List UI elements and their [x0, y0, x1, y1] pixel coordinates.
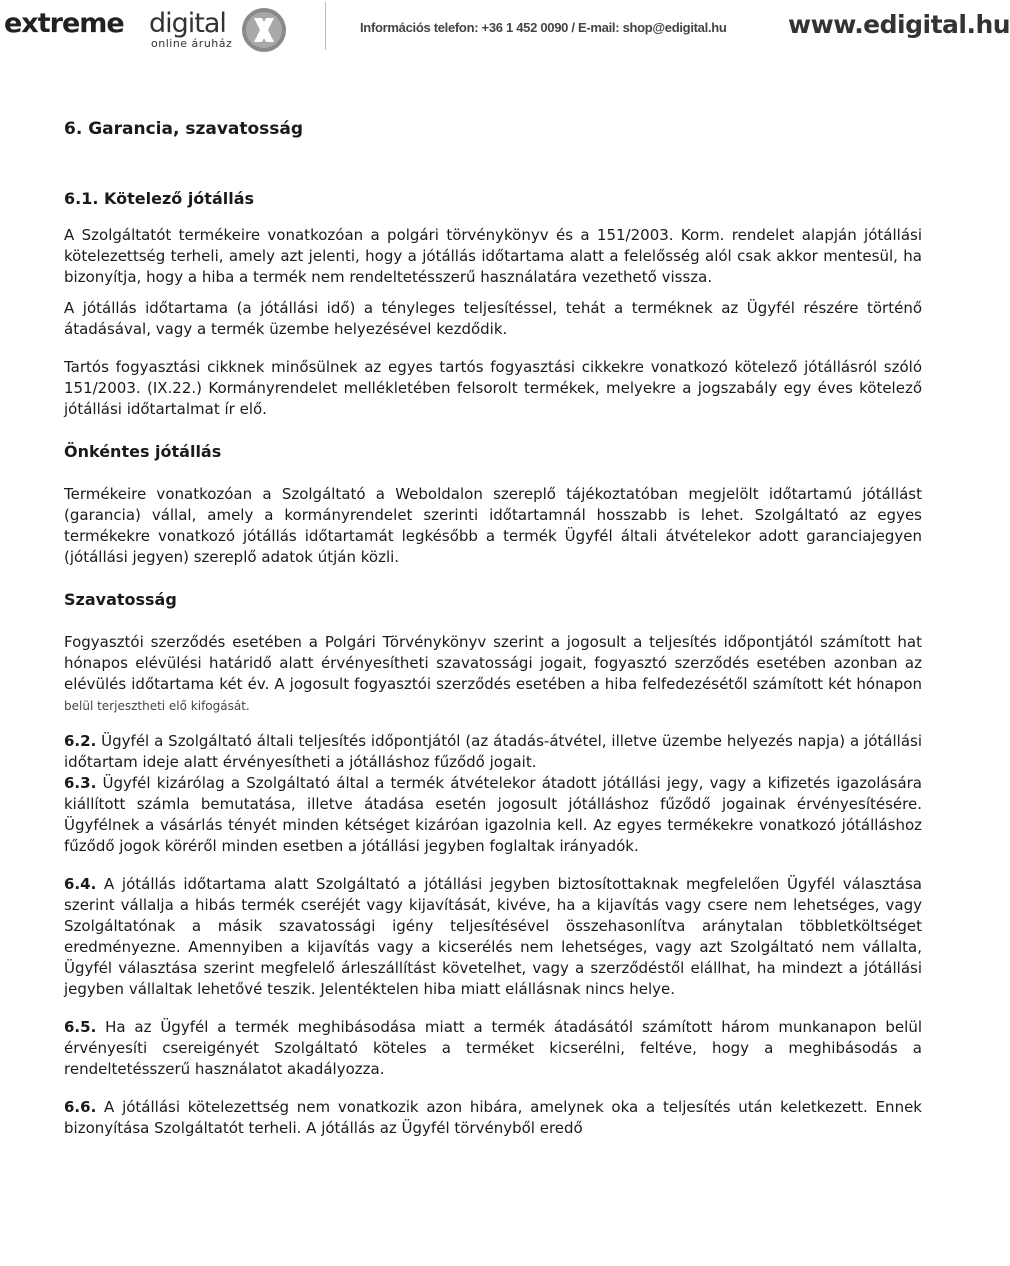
clause-number: 6.3. — [64, 774, 97, 792]
clause-text: Ha az Ügyfél a termék meghibásodása miatt a termék átadásától számított három munkanapon belül érvényesíti csereigényét Szolgáltató köteles a terméket kicserélni, feltéve, hogy a meghibásodás a rendeltetésszerű használatot akadályozza. — [64, 1018, 922, 1078]
clause-text: A jótállási kötelezettség nem vonatkozik azon hibára, amelynek oka a teljesítés után keletkezett. Ennek bizonyítása Szolgáltatót terheli. A jótállás az Ügyfél törvényből eredő — [64, 1098, 922, 1137]
paragraph-szavatossag — [64, 632, 922, 717]
paragraph-6-3 — [64, 773, 922, 857]
clause-number: 6.5. — [64, 1018, 97, 1036]
paragraph-onkentes: Termékeire vonatkozóan a Szolgáltató a Weboldalon szereplő tájékoztatóban megjelölt időtartamú jótállást (garancia) vállal, amely a kormányrendelet szerinti időtartamnál hosszabb is lehet. Szolgáltató az egyes termékekre vonatkozó jótállás időtartamát legkésőbb a termék Ügyfél általi átvételekor adott garanciajegyen (jótállási jegyen) szereplő adatok útján közli. — [64, 485, 922, 566]
contact-info: Információs telefon: +36 1 452 0090 / E-mail: shop@edigital.hu — [360, 20, 727, 35]
szavatossag-small-text: belül terjesztheti elő kifogását. — [64, 699, 250, 713]
clause-text: Ügyfél a Szolgáltató általi teljesítés időpontjától (az átadás-átvétel, illetve üzembe helyezés napja) a jótállási időtartam ideje alatt érvényesítheti a jótálláshoz fűződő jogait. — [64, 732, 922, 771]
edigital-logo[interactable] — [4, 4, 294, 52]
paragraph-6-5 — [64, 1017, 922, 1080]
logo-subtitle: online áruház — [151, 37, 233, 50]
paragraph-jotallas-intro: A Szolgáltatót termékeire vonatkozóan a polgári törvénykönyv és a 151/2003. Korm. rendelet alapján jótállási kötelezettség terheli, amely azt jelenti, hogy a jótállás időtartama alatt a felelősség alól csak akkor mentesül, ha bizonyítja, hogy a hiba a termék nem rendeltetésszerű használatára vezethető vissza. — [64, 226, 922, 286]
paragraph-tartos-cikkek: Tartós fogyasztási cikknek minősülnek az egyes tartós fogyasztási cikkekre vonatkozó kötelező jótállásról szóló 151/2003. (IX.22.) Kormányrendelet mellékletében felsorolt termékek, melyekre a jogszabály egy éves kötelező jótállási időtartalmat ír elő. — [64, 358, 922, 418]
logo-extreme-text: extreme — [4, 8, 124, 39]
heading-onkentes-jotallas: Önkéntes jótállás — [64, 442, 222, 461]
document-body — [64, 116, 922, 1139]
page-header — [0, 0, 1010, 55]
section-title: 6. Garancia, szavatosság — [64, 119, 304, 139]
paragraph-6-4 — [64, 874, 922, 1000]
heading-szavatossag: Szavatosság — [64, 590, 177, 609]
szavatossag-text: Fogyasztói szerződés esetében a Polgári Törvénykönyv szerint a jogosult a teljesítés időpontjától számított hat hónapos elévülési határidő alatt érvényesítheti szavatossági jogait, fogyasztó szerződés esetében azonban az elévülés időtartama két év. A jogosult fogyasztói szerződés esetében a hiba felfedezésétől számított két hónapon — [64, 633, 922, 693]
logo-x-icon — [240, 6, 288, 54]
clause-text: A jótállás időtartama alatt Szolgáltató a jótállási jegyben biztosítottaknak megfelelően Ügyfél választása szerint vállalja a hibás termék cseréjét vagy kijavítását, kivéve, ha a kijavítás vagy csere nem lehetséges, vagy Szolgáltatónak a másik szavatossági igény teljesítésével összehasonlítva aránytalan többletköltséget eredményezne. Amennyiben a kijavítás vagy a kicserélés nem lehetséges, vagy azt Szolgáltató nem vállalta, Ügyfél választása szerint megfelelő árleszállítást követelhet, vagy a szerződéstől elállhat, ha mindezt a jótállási jegyben vállaltak lehetővé teszik. Jelentéktelen hiba miatt elállásnak nincs helye. — [64, 875, 922, 998]
paragraph-6-6 — [64, 1097, 922, 1139]
paragraph-6-2 — [64, 731, 922, 773]
clause-number: 6.6. — [64, 1098, 97, 1116]
subsection-title: 6.1. Kötelező jótállás — [64, 189, 255, 208]
clause-number: 6.2. — [64, 732, 97, 750]
paragraph-jotallas-idotartam: A jótállás időtartama (a jótállási idő) a tényleges teljesítéssel, tehát a terméknek az Ügyfél részére történő átadásával, vagy a termék üzembe helyezésével kezdődik. — [64, 299, 922, 338]
clause-number: 6.4. — [64, 875, 97, 893]
logo-digital-text: digital — [149, 8, 226, 39]
clause-text: Ügyfél kizárólag a Szolgáltató által a termék átvételekor átadott jótállási jegy, vagy a kifizetés igazolására kiállított számla bemutatása, illetve átadása esetén jogosult jótálláshoz fűződő jogainak érvényesítésére. Ügyfélnek a vásárlás tényét minden kétséget kizáróan igazolnia kell. Az egyes termékekre vonatkozó jótálláshoz fűződő jogok köréről minden esetben a jótállási jegyben foglaltak irányadók. — [64, 774, 922, 855]
header-divider — [325, 2, 326, 50]
website-link[interactable]: www.edigital.hu — [788, 10, 1010, 39]
